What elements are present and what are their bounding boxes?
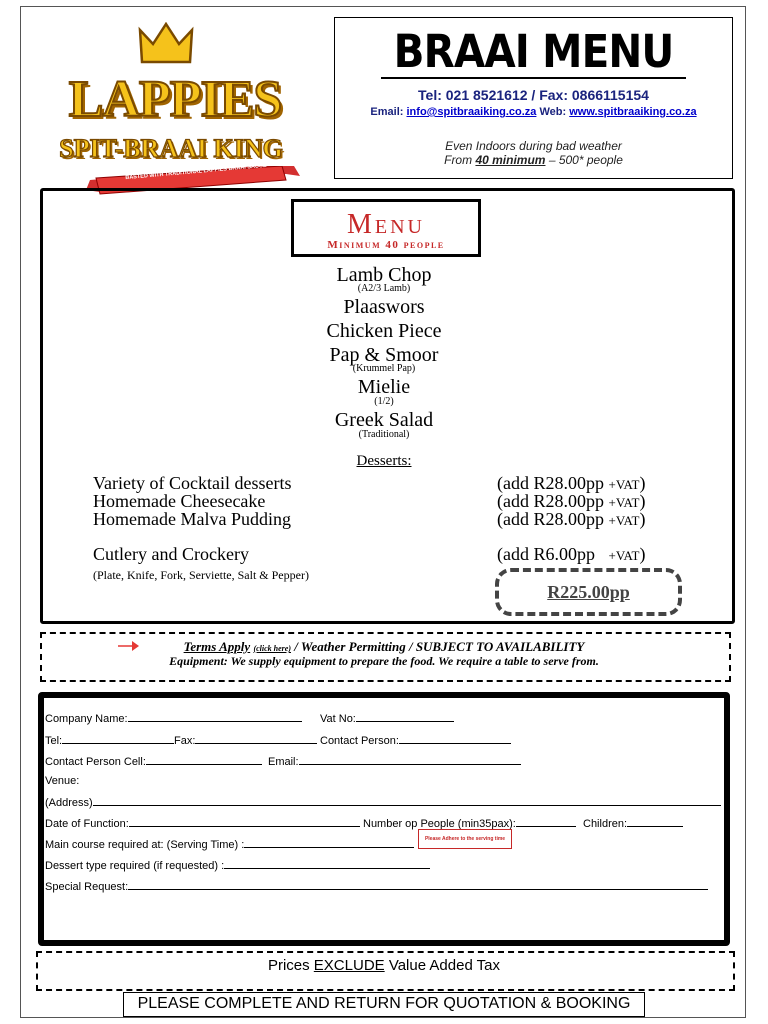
dish-name: Chicken Piece — [326, 320, 442, 342]
children-field[interactable] — [583, 816, 683, 831]
desserts-heading: Desserts: — [356, 453, 412, 469]
tel-label: Tel: — [45, 735, 63, 747]
address-label: (Address) — [45, 797, 93, 809]
address-field[interactable] — [45, 795, 721, 810]
extra-item: Cutlery and Crockery — [93, 544, 249, 564]
contact-person-field[interactable] — [320, 733, 511, 748]
crown-icon — [138, 22, 194, 68]
tax-post: Value Added Tax — [384, 957, 501, 974]
tax-note — [0, 957, 768, 974]
extra-item: Variety of Cocktail desserts — [93, 473, 292, 493]
tel-field[interactable] — [45, 733, 174, 748]
vat-text: +VAT — [608, 513, 640, 528]
logo-line2: SPIT-BRAAI KING — [59, 134, 283, 163]
contact-web-line — [335, 106, 732, 118]
cutlery-note: (Plate, Knife, Fork, Serviette, Salt & Pepper) — [93, 568, 309, 582]
price-close: ) — [639, 491, 646, 511]
menu-title: Menu — [347, 209, 425, 240]
price-text: (add R28.00pp — [497, 473, 609, 493]
email-field-label: Email: — [268, 756, 299, 768]
company-label: Company Name: — [45, 713, 128, 725]
email-label: Email: — [370, 106, 404, 118]
extra-price — [497, 545, 645, 565]
venue-label: Venue: — [45, 775, 80, 787]
lappies-logo — [46, 18, 296, 183]
dish-note: (A2/3 Lamb) — [357, 283, 411, 294]
dessert-type-field[interactable] — [45, 858, 430, 873]
dish-note: (Krummel Pap) — [352, 363, 416, 374]
dish-name: Pap & Smoor — [329, 344, 439, 366]
vat-label: Vat No: — [320, 713, 356, 725]
vat-text: +VAT — [608, 548, 640, 563]
dish-note: (Traditional) — [358, 429, 410, 440]
vat-field[interactable] — [320, 711, 454, 726]
price-close: ) — [639, 509, 646, 529]
email-link[interactable]: info@spitbraaiking.co.za — [406, 106, 537, 118]
fax-label: Fax: — [174, 735, 196, 747]
capacity-post: – 500* people — [545, 153, 623, 167]
contact-cell-label: Contact Person Cell: — [45, 756, 146, 768]
fax-field[interactable] — [174, 733, 317, 748]
adhere-note: Please Adhere to the serving time — [418, 829, 512, 849]
company-field[interactable] — [45, 711, 302, 726]
capacity-pre: From — [444, 153, 476, 167]
contact-person-label: Contact Person: — [320, 735, 399, 747]
capacity-minimum: 40 minimum — [475, 153, 546, 167]
price-close: ) — [639, 544, 646, 564]
header-box — [334, 17, 733, 179]
logo-line1: LAPPIES — [68, 71, 282, 128]
terms-link[interactable]: Terms Apply — [183, 639, 251, 654]
title-rule — [381, 77, 686, 79]
price-badge: R225.00pp — [495, 568, 682, 616]
logo-tagline: BASTED WITH TRADITIONAL LAPPIES BRAAI SAUCE — [125, 162, 267, 182]
extra-item: Homemade Cheesecake — [93, 491, 266, 511]
extra-price — [497, 510, 645, 530]
capacity-note — [335, 153, 732, 167]
terms-rest: / Weather Permitting / SUBJECT TO AVAILABILITY — [290, 639, 585, 654]
menu-title-box — [291, 199, 481, 257]
children-label: Children: — [583, 818, 628, 830]
indoor-note: Even Indoors during bad weather — [445, 139, 622, 153]
page-title: BRAAI MENU — [393, 25, 674, 78]
email-field[interactable] — [268, 754, 521, 769]
contact-cell-field[interactable] — [45, 754, 262, 769]
price-close: ) — [639, 473, 646, 493]
terms-line — [0, 639, 768, 655]
extra-item: Homemade Malva Pudding — [93, 509, 291, 529]
price-text: (add R28.00pp — [497, 491, 609, 511]
tax-exclude: EXCLUDE — [313, 957, 385, 974]
dish-name: Lamb Chop — [336, 264, 432, 286]
vat-text: +VAT — [608, 495, 640, 510]
tax-pre: Prices — [267, 957, 314, 974]
serving-time-label: Main course required at: (Serving Time) : — [45, 839, 245, 851]
dish-name: Mielie — [357, 376, 411, 398]
web-label: Web: — [539, 106, 567, 118]
dessert-type-label: Dessert type required (if requested) : — [45, 860, 225, 872]
complete-banner: PLEASE COMPLETE AND RETURN FOR QUOTATION & BOOKING — [123, 992, 645, 1017]
website-link[interactable]: www.spitbraaiking.co.za — [569, 106, 697, 118]
special-request-label: Special Request: — [45, 881, 129, 893]
click-here-link[interactable]: (click here) — [253, 644, 291, 653]
dish-name: Greek Salad — [334, 409, 434, 431]
price-text: (add R6.00pp — [497, 544, 609, 564]
serving-time-field[interactable] — [45, 837, 414, 852]
special-request-field[interactable] — [45, 879, 708, 894]
price-text: (add R28.00pp — [497, 509, 609, 529]
dish-name: Plaaswors — [343, 296, 425, 318]
contact-phone: Tel: 021 8521612 / Fax: 0866115154 — [418, 87, 649, 103]
menu-subtitle: Minimum 40 people — [327, 239, 445, 251]
equipment-note: Equipment: We supply equipment to prepare the food. We require a table to serve from. — [169, 654, 599, 668]
date-field[interactable] — [45, 816, 360, 831]
vat-text: +VAT — [608, 477, 640, 492]
dish-note: (1/2) — [374, 396, 394, 407]
people-label: Number op People (min35pax): — [363, 818, 516, 830]
date-label: Date of Function: — [45, 818, 129, 830]
